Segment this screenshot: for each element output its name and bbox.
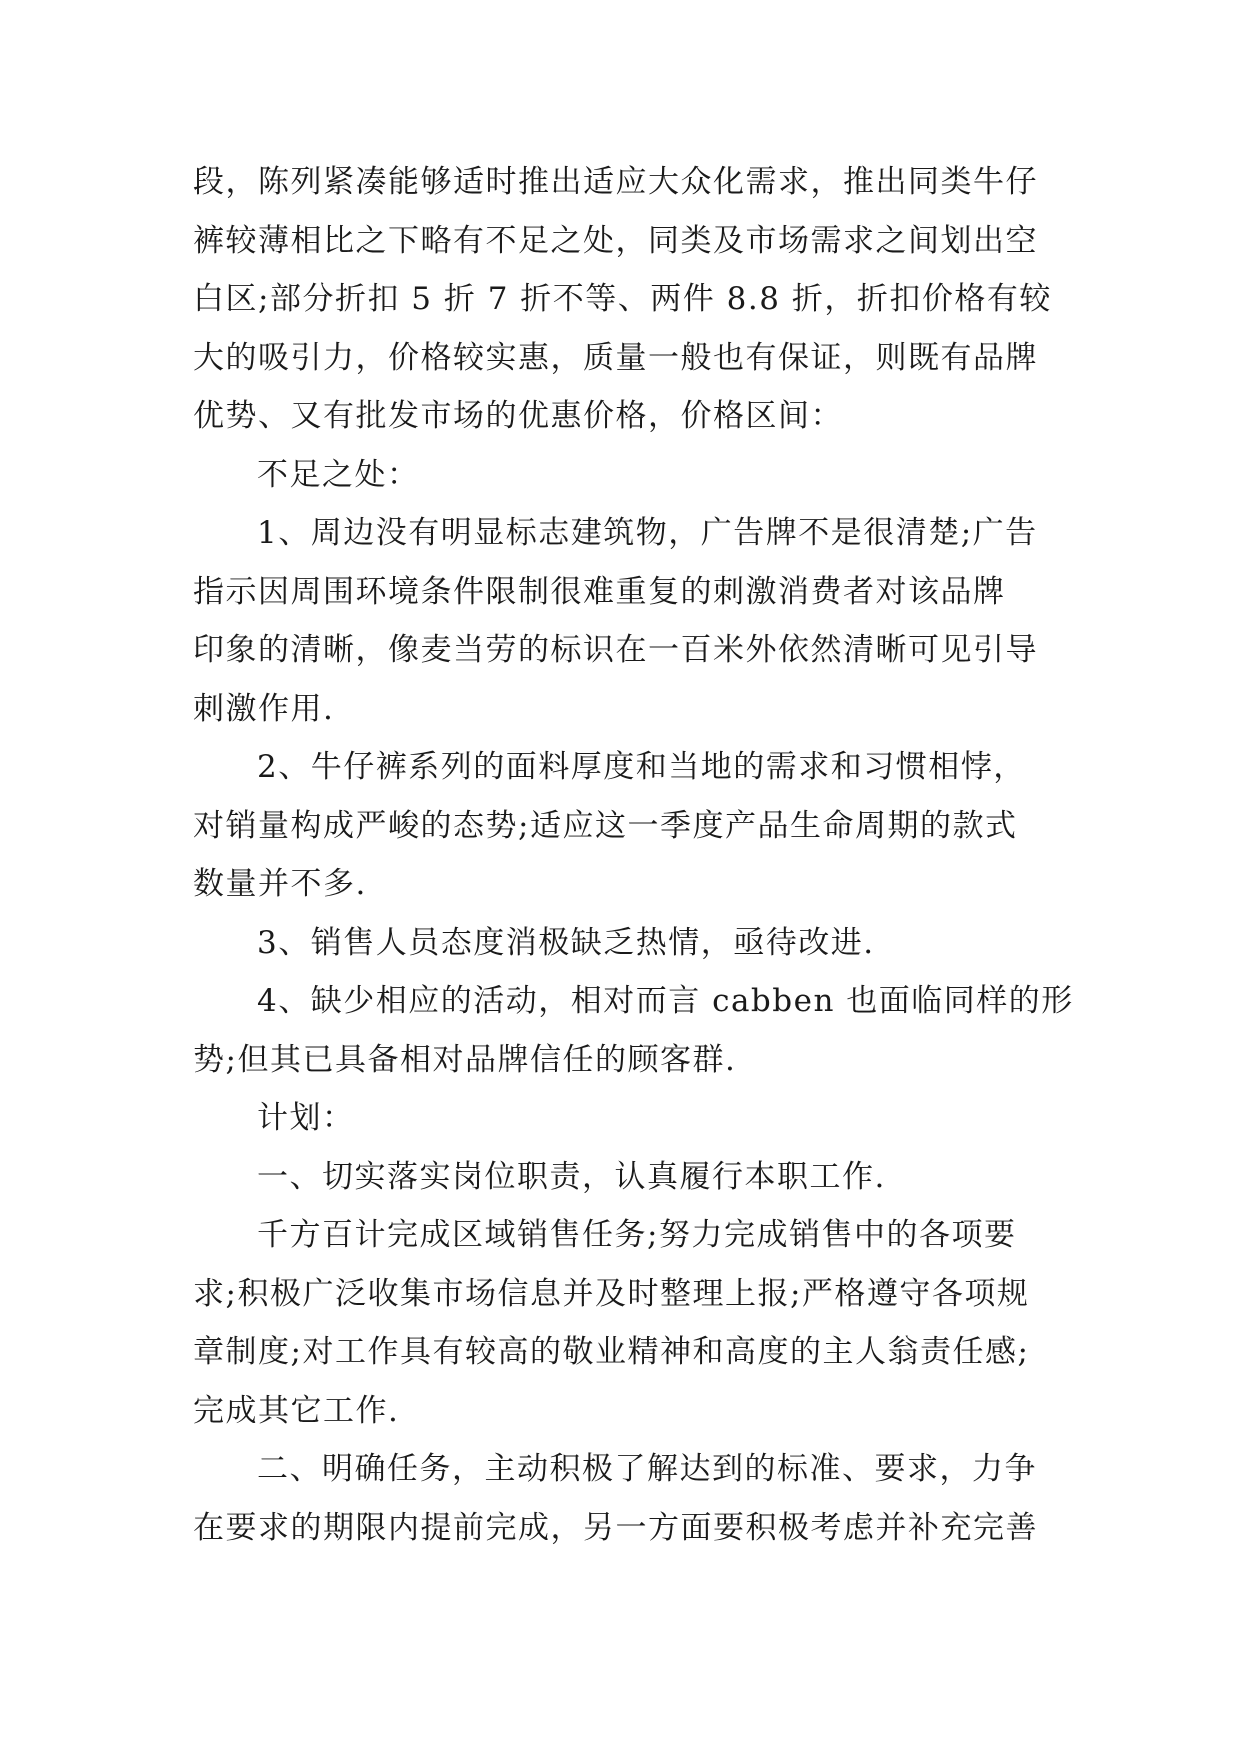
- text-line: 段，陈列紧凑能够适时推出适应大众化需求，推出同类牛仔: [193, 164, 1038, 200]
- text-line: 印象的清晰，像麦当劳的标识在一百米外依然清晰可见引导: [193, 632, 1038, 668]
- text-line: 优势、又有批发市场的优惠价格，价格区间：: [193, 398, 843, 434]
- text-line: 在要求的期限内提前完成，另一方面要积极考虑并补充完善: [193, 1509, 1038, 1546]
- text-line: 数量并不多.: [193, 866, 367, 902]
- text-line: 求;积极广泛收集市场信息并及时整理上报;严格遵守各项规: [193, 1275, 1030, 1312]
- text-line: 刺激作用.: [193, 690, 335, 727]
- text-line: 二、明确任务，主动积极了解达到的标准、要求，力争: [257, 1451, 1037, 1487]
- text-line: 千方百计完成区域销售任务;努力完成销售中的各项要: [257, 1217, 1017, 1253]
- text-line: 完成其它工作.: [193, 1392, 400, 1429]
- text-line: 2、牛仔裤系列的面料厚度和当地的需求和习惯相悖，: [257, 749, 1026, 785]
- document-body: [193, 153, 1074, 1557]
- text-line: 1、周边没有明显标志建筑物，广告牌不是很清楚;广告: [257, 515, 1038, 551]
- text-line: 指示因周围环境条件限制很难重复的刺激消费者对该品牌: [193, 573, 1006, 610]
- text-line: 一、切实落实岗位职责，认真履行本职工作.: [257, 1158, 886, 1195]
- section-heading-shortcomings: 不足之处：: [257, 456, 420, 493]
- text-line: 白区;部分折扣 5 折 7 折不等、两件 8.8 折，折扣价格有较: [193, 281, 1052, 317]
- text-line: 大的吸引力，价格较实惠，质量一般也有保证，则既有品牌: [193, 339, 1038, 376]
- text-line: 裤较薄相比之下略有不足之处，同类及市场需求之间划出空: [193, 222, 1038, 259]
- text-line: 章制度;对工作具有较高的敬业精神和高度的主人翁责任感;: [193, 1334, 1030, 1370]
- text-line: 势;但其已具备相对品牌信任的顾客群.: [193, 1041, 737, 1078]
- text-line: 3、销售人员态度消极缺乏热情，亟待改进.: [257, 924, 875, 961]
- text-line: 对销量构成严峻的态势;适应这一季度产品生命周期的款式: [193, 807, 1018, 844]
- text-line: 4、缺少相应的活动，相对而言 cabben 也面临同样的形: [257, 983, 1074, 1019]
- section-heading-plan: 计划：: [257, 1100, 355, 1136]
